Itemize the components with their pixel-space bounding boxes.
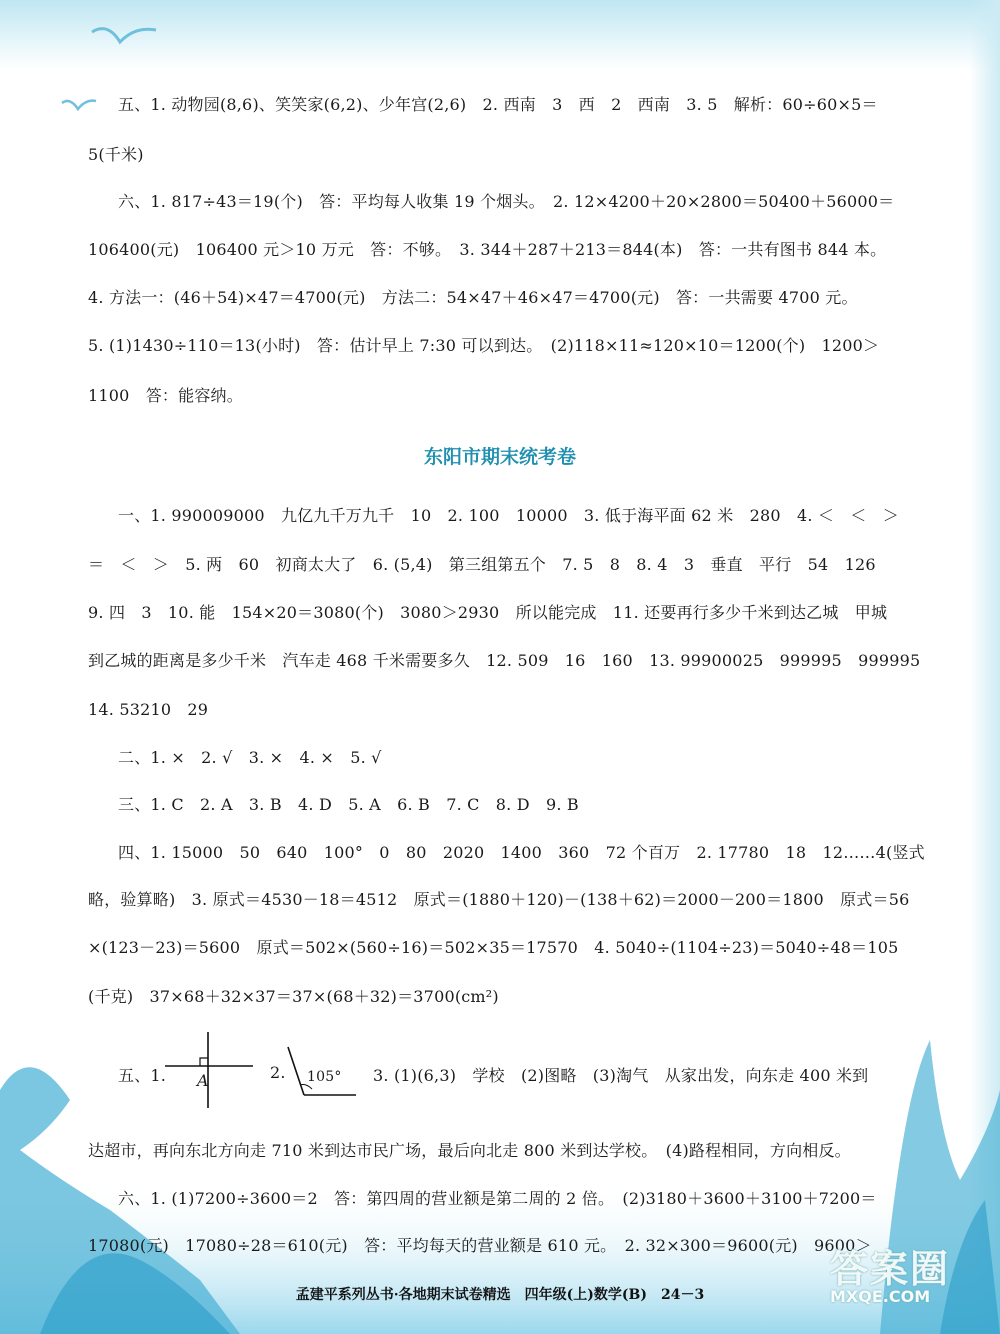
answer-line: 到乙城的距离是多少千米 汽车走 468 千米需要多久 12. 509 16 160 13. 99900025 999995 999995 bbox=[88, 651, 921, 670]
bird-icon bbox=[90, 20, 160, 60]
answer-line: 5. (1)1430÷110＝13(小时) 答：估计早上 7:30 可以到达。 (2)118×11≈120×10＝1200(个) 1200＞ bbox=[88, 336, 880, 355]
q5-prefix: 五、1. bbox=[118, 1066, 167, 1085]
perpendicular-figure bbox=[165, 1030, 255, 1110]
watermark-logo bbox=[830, 1238, 990, 1328]
answer-line: 106400(元) 106400 元＞10 万元 答：不够。 3. 344＋287＋213＝844(本) 答：一共有图书 844 本。 bbox=[88, 240, 887, 259]
point-label-a: A bbox=[197, 1071, 209, 1090]
answer-line: 四、1. 15000 50 640 100° 0 80 2020 1400 360 72 个百万 2. 17780 18 12……4(竖式 bbox=[118, 843, 925, 862]
answer-line: 五、1. 动物园(8,6)、笑笑家(6,2)、少年宫(2,6) 2. 西南 3 西 2 西南 3. 5 解析：60÷60×5＝ bbox=[118, 95, 878, 114]
answer-line: 3. (1)(6,3) 学校 (2)图略 (3)淘气 从家出发，向东走 400 米到 bbox=[373, 1066, 869, 1085]
angle-label: 105° bbox=[307, 1069, 342, 1085]
answer-line: 六、1. (1)7200÷3600＝2 答：第四周的营业额是第二周的 2 倍。 (2)3180＋3600＋3100＋7200＝ bbox=[118, 1189, 877, 1208]
answer-line: 17080(元) 17080÷28＝610(元) 答：平均每天的营业额是 610 元。 2. 32×300＝9600(元) 9600＞ bbox=[88, 1236, 872, 1255]
answer-line: 二、1. × 2. √ 3. × 4. × 5. √ bbox=[118, 748, 382, 767]
answer-line: 六、1. 817÷43＝19(个) 答：平均每人收集 19 个烟头。 2. 12×4200＋20×2800＝50400＋56000＝ bbox=[118, 192, 895, 211]
watermark-text: 答案圈 bbox=[830, 1247, 951, 1291]
answer-line: 三、1. C 2. A 3. B 4. D 5. A 6. B 7. C 8. D 9. B bbox=[118, 795, 579, 814]
answer-line: ＝ ＜ ＞ 5. 两 60 初商太大了 6. (5,4) 第三组第五个 7. 5 8 8. 4 3 垂直 平行 54 126 bbox=[88, 555, 876, 574]
answer-line: 一、1. 990009000 九亿九千万九千 10 2. 100 10000 3. 低于海平面 62 米 280 4. ＜ ＜ ＞ bbox=[118, 506, 899, 525]
answer-line: (千克) 37×68＋32×37＝37×(68＋32)＝3700(cm²) bbox=[88, 987, 499, 1006]
answer-line: 达超市，再向东北方向走 710 米到达市民广场，最后向北走 800 米到达学校。 (4)路程相同，方向相反。 bbox=[88, 1141, 851, 1160]
q5-part2: 2. bbox=[270, 1063, 286, 1082]
answer-line: 略，验算略) 3. 原式＝4530－18＝4512 原式＝(1880＋120)－(138＋62)＝2000－200＝1800 原式＝56 bbox=[88, 890, 910, 909]
page-footer: 孟建平系列丛书·各地期末试卷精选 四年级(上)数学(B) 24－3 bbox=[295, 1287, 705, 1303]
answer-line: 4. 方法一：(46＋54)×47＝4700(元) 方法二：54×47＋46×47＝4700(元) 答：一共需要 4700 元。 bbox=[88, 288, 858, 307]
watermark-url: MXQE.COM bbox=[830, 1287, 931, 1306]
answer-line: 14. 53210 29 bbox=[88, 700, 209, 719]
answer-line: 5(千米) bbox=[88, 145, 144, 164]
answer-line: 1100 答：能容纳。 bbox=[88, 386, 243, 405]
answer-line: ×(123－23)＝5600 原式＝502×(560÷16)＝502×35＝17570 4. 5040÷(1104÷23)＝5040÷48＝105 bbox=[88, 938, 899, 957]
answer-line: 9. 四 3 10. 能 154×20＝3080(个) 3080＞2930 所以能完成 11. 还要再行多少千米到达乙城 甲城 bbox=[88, 603, 888, 622]
section-title: 东阳市期末统考卷 bbox=[423, 446, 576, 468]
small-bird-icon bbox=[60, 95, 100, 119]
